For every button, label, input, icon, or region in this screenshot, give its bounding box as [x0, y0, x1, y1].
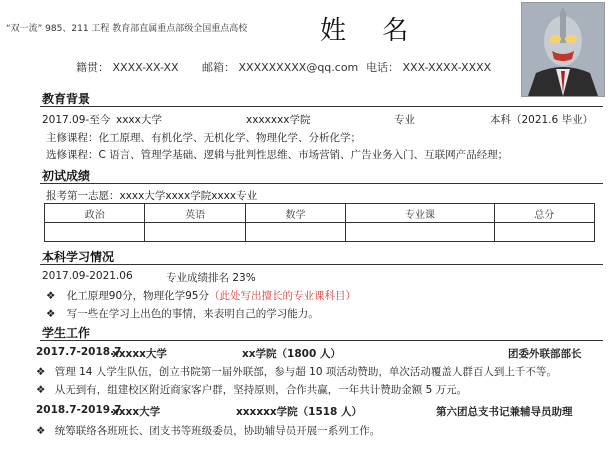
- undergrad-bullet-note: （此处写出擅长的专业课科目）: [209, 290, 356, 302]
- undergrad-rank: 专业成绩排名 23%: [166, 272, 256, 284]
- education-university: xxxx大学: [116, 114, 162, 126]
- exam-title: 初试成绩: [42, 169, 91, 183]
- education-major: 专业: [394, 114, 415, 126]
- bullet-icon: ❖: [46, 308, 56, 320]
- work1-university: xxxxx大学: [112, 348, 167, 360]
- work1-line2: 从无到有，组建校区附近商家客户群，坚持原则，合作共赢，一年共计赞助金额 5 万元。: [54, 384, 468, 396]
- header-cell: 总分: [494, 204, 594, 223]
- table-row: [45, 223, 595, 242]
- exam-divider: [40, 183, 603, 184]
- work2-college: xxxxxx学院（1518 人）: [236, 406, 363, 418]
- work2-role: 第六团总支书记兼辅导员助理: [436, 406, 573, 418]
- undergrad-title: 本科学习情况: [42, 250, 115, 264]
- tagline: “双一流” 985、211 工程 教育部直属重点部级全国重点高校: [6, 24, 248, 34]
- header-cell: 政治: [45, 204, 145, 223]
- score-cell: [494, 223, 594, 242]
- score-table: [44, 203, 595, 242]
- score-cell: [145, 223, 245, 242]
- bullet-icon: ❖: [36, 425, 46, 437]
- education-college: xxxxxxx学院: [246, 114, 311, 126]
- elective-courses: 选修课程：C 语言、管理学基础、逻辑与批判性思维、市场营销、广告业务入门、互联网产品经理；: [46, 149, 509, 161]
- profile-photo: [521, 2, 605, 97]
- header-cell: 英语: [145, 204, 245, 223]
- phone-field: 电话： XXX-XXXX-XXXX: [366, 61, 492, 74]
- bullet-icon: ❖: [36, 384, 46, 396]
- work1-period: 2017.7-2018.7: [36, 346, 122, 358]
- undergrad-bullet-2: 写一些在学习上出色的事情，来表明自己的学习能力。: [66, 308, 319, 320]
- undergrad-bullet-main: 化工原理90分，物理化学95分: [66, 290, 209, 302]
- exam-target: 报考第一志愿：xxxx大学xxxx学院xxxx专业: [46, 190, 258, 202]
- education-title: 教育背景: [42, 92, 91, 106]
- undergrad-period: 2017.09-2021.06: [42, 270, 133, 282]
- education-divider: [40, 106, 603, 107]
- header-cell: 数学: [245, 204, 345, 223]
- work-title: 学生工作: [42, 326, 91, 340]
- score-cell: [45, 223, 145, 242]
- candidate-name: 姓 名: [320, 16, 423, 46]
- origin-field: 籍贯： XXXX-XX-XX: [76, 61, 179, 74]
- header-cell: 专业课: [346, 204, 494, 223]
- education-degree: 本科（2021.6 毕业）: [490, 114, 594, 126]
- education-period: 2017.09-至今: [42, 114, 111, 126]
- work1-role: 团委外联部部长: [508, 348, 582, 360]
- score-cell: [346, 223, 494, 242]
- bullet-icon: ❖: [36, 366, 46, 378]
- work1-line1: 管理 14 人学生队伍，创立书院第一届外联部，参与超 10 项活动赞助，单次活动覆盖人群百人到上千不等。: [54, 366, 557, 378]
- work2-line1: 统筹联络各班班长、团支书等班级委员，协助辅导员开展一系列工作。: [54, 425, 381, 437]
- score-cell: [245, 223, 345, 242]
- work2-period: 2018.7-2019.7: [36, 404, 122, 416]
- work2-university: xxxx大学: [112, 406, 161, 418]
- work-divider: [40, 340, 603, 341]
- email-field: 邮箱： XXXXXXXXX@qq.com: [202, 61, 359, 74]
- table-row: [45, 204, 595, 223]
- undergrad-divider: [40, 264, 603, 265]
- main-courses: 主修课程：化工原理、有机化学、无机化学、物理化学、分析化学；: [46, 132, 361, 144]
- bullet-icon: ❖: [46, 290, 56, 302]
- work1-college: xx学院（1800 人）: [242, 348, 341, 360]
